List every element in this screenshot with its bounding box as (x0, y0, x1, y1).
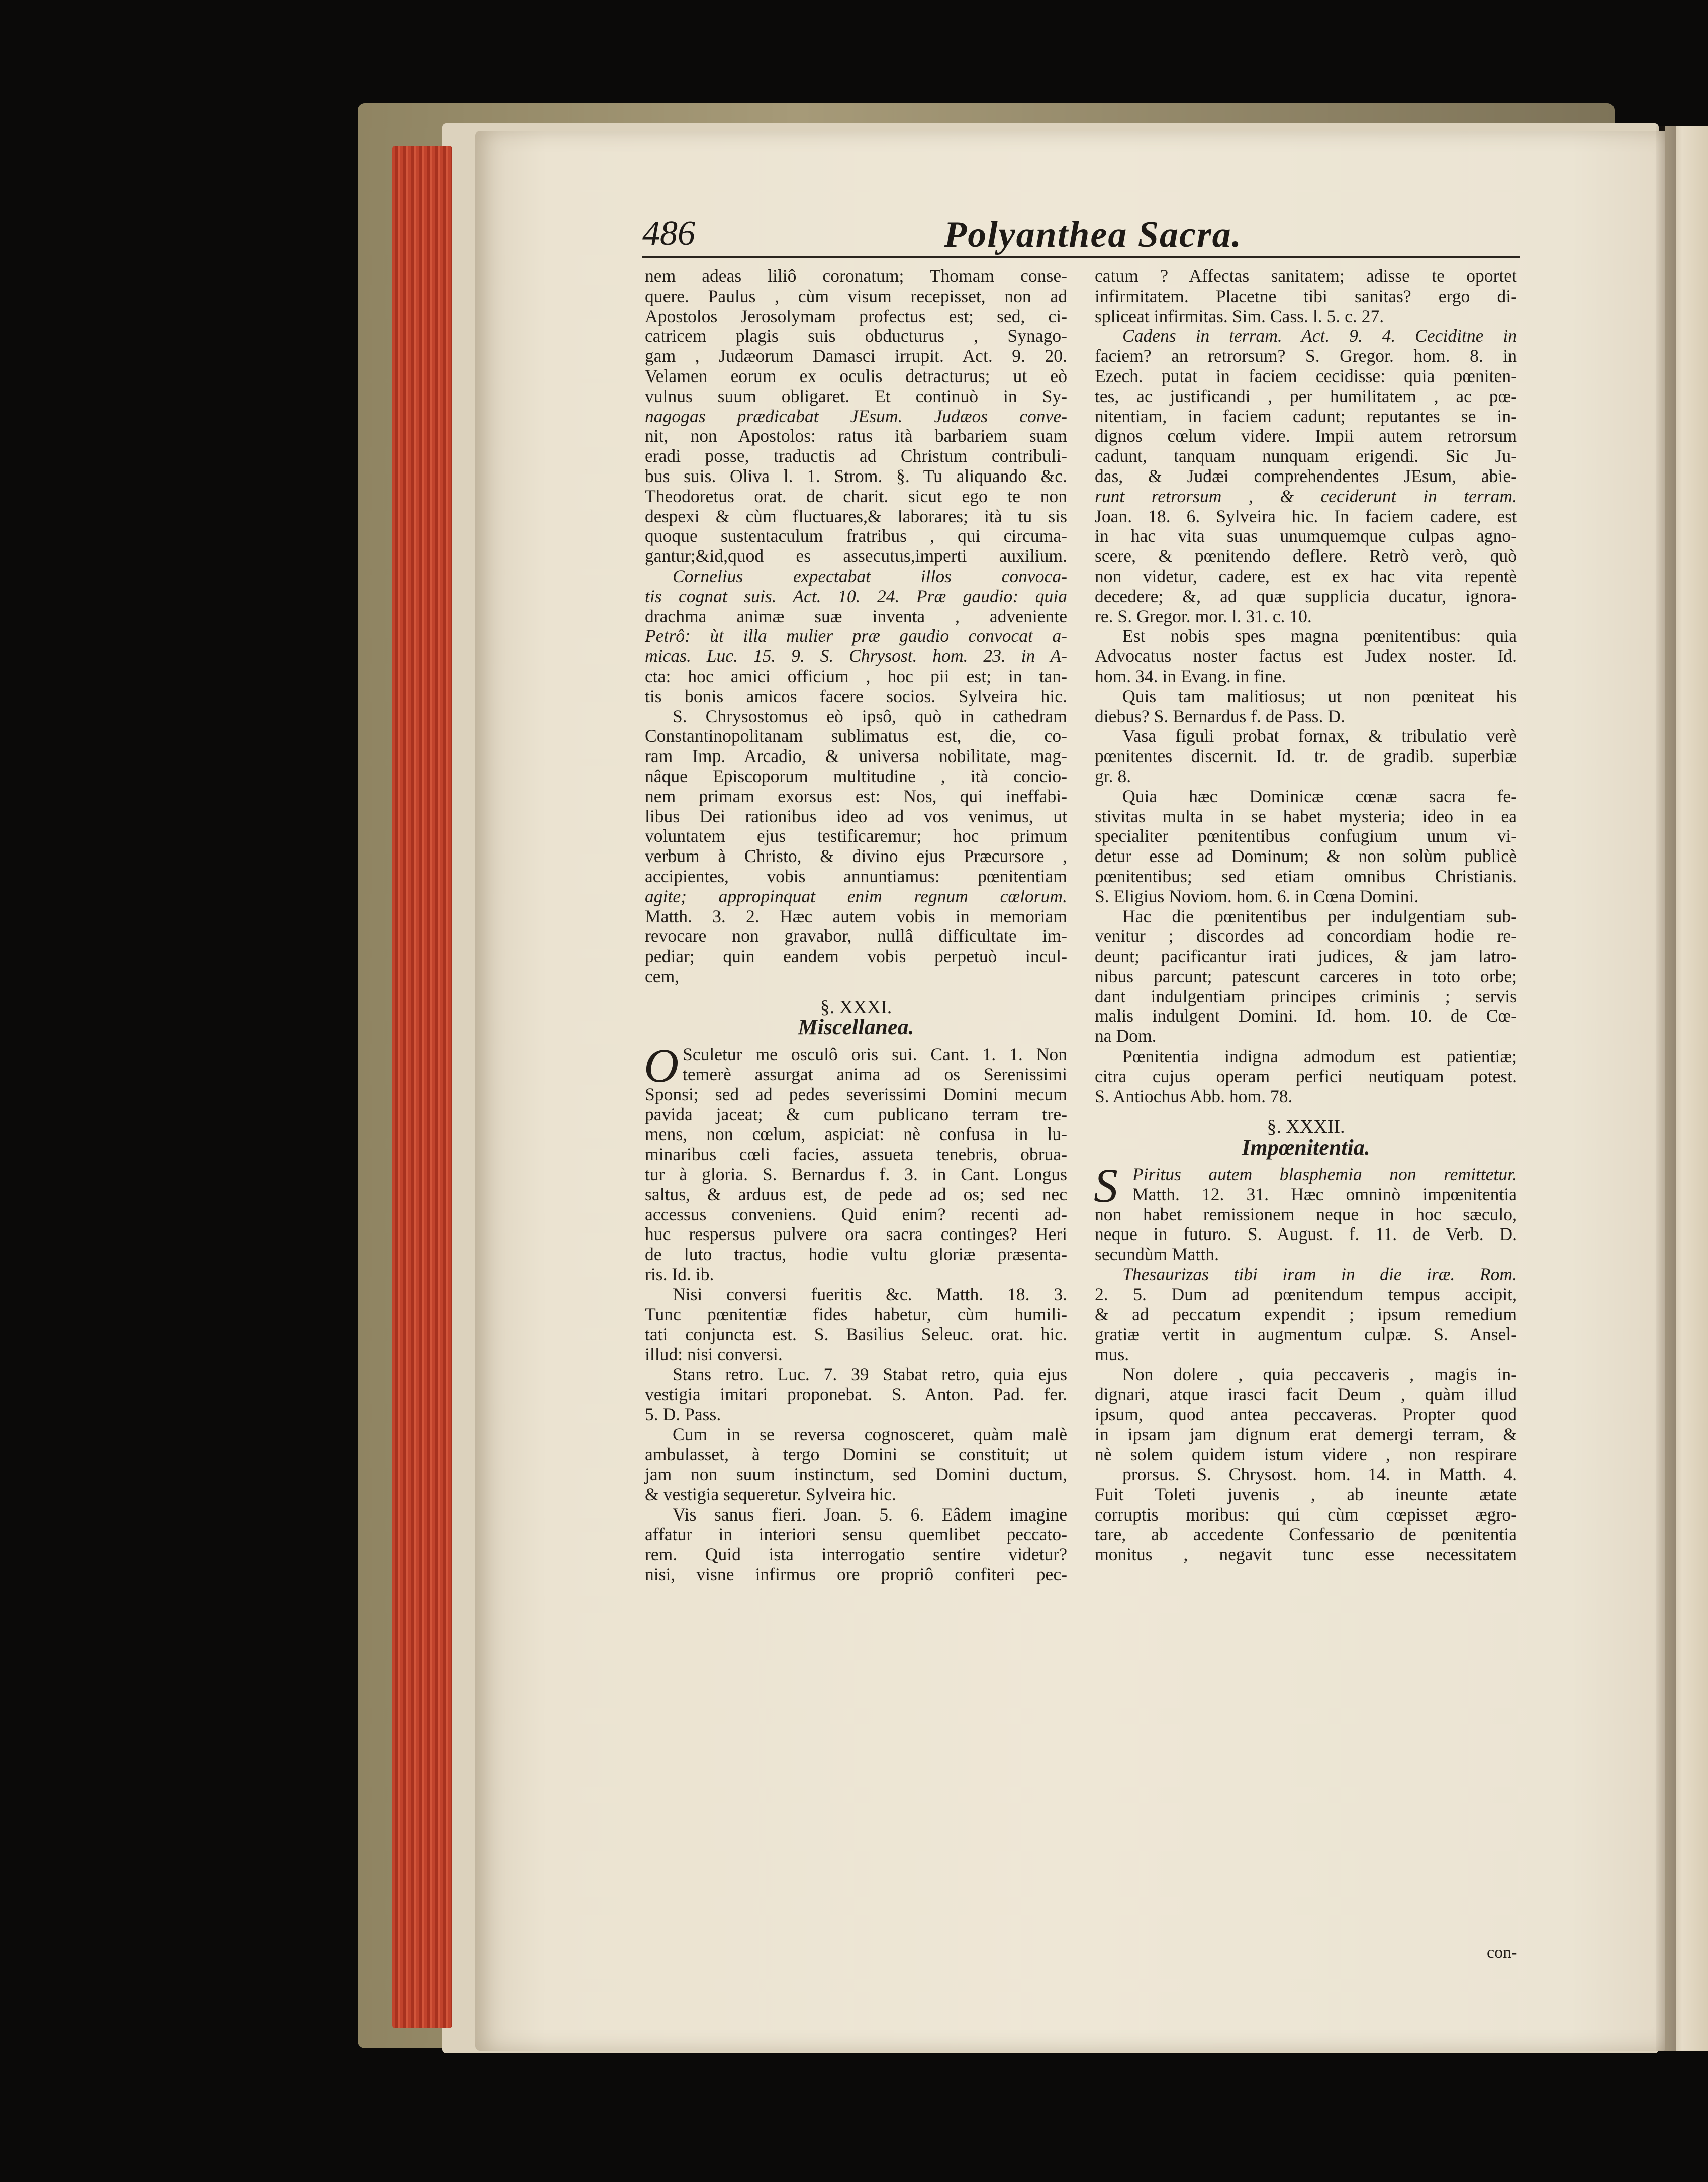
text-line: Ezech. putat in faciem cecidisse: quia pœniten- (1095, 365, 1517, 386)
text-line: hom. 34. in Evang. in fine. (1095, 666, 1286, 686)
text-line: Thesaurizas tibi iram in die iræ. Rom. (1122, 1264, 1517, 1285)
text-line: dignari, atque irasci facit Deum , quàm illud (1095, 1384, 1517, 1404)
text-line: 5. D. Pass. (645, 1404, 721, 1425)
text-line: spliceat infirmitas. Sim. Cass. l. 5. c. 27. (1095, 306, 1384, 326)
text-line: jam non suum instinctum, sed Domini ductum, (645, 1464, 1067, 1485)
text-line: & vestigia sequeretur. Sylveira hic. (645, 1484, 896, 1504)
text-line: pœnitentes discernit. Id. tr. de gradib. superbiæ (1095, 746, 1517, 767)
text-line: detur esse ad Dominum; & non solùm publicè (1095, 846, 1517, 867)
text-line: accessus conveniens. Quid enim? recenti ad- (645, 1204, 1067, 1224)
text-line-body: Sculetur me osculô oris sui. Cant. 1. 1. Non (683, 1044, 1067, 1065)
text-line: mus. (1095, 1344, 1129, 1365)
text-line: non videtur, cadere, est ex hac vita repentè (1095, 565, 1517, 586)
text-line: citra cujus operam perfici neutiquam potest. (1095, 1066, 1517, 1086)
text-line: cem, (645, 966, 680, 986)
text-line: monitus , negavit tunc esse necessitatem (1095, 1544, 1517, 1565)
text-line: nem adeas liliô coronatum; Thomam conse- (645, 266, 1067, 286)
text-line: in ipsam jam dignum erat demergi terram, & (1095, 1424, 1517, 1445)
text-line: Cum in se reversa cognosceret, quàm malè (673, 1424, 1067, 1445)
text-line: re. S. Gregor. mor. l. 31. c. 10. (1095, 606, 1312, 626)
text-line: nitentiam, in faciem cadunt; reputantes se in- (1095, 406, 1517, 426)
text-line: Advocatus noster factus est Judex noster. Id. (1095, 646, 1517, 667)
text-line: prorsus. S. Chrysost. hom. 14. in Matth. 4. (1122, 1464, 1517, 1485)
text-line: nem primam exorsus est: Nos, qui ineffabi- (645, 786, 1067, 806)
text-line: mens, non cœlum, aspiciat: nè confusa in lu- (645, 1124, 1067, 1145)
right-column (1095, 266, 1517, 1945)
text-line-body: Piritus autem blasphemia non remittetur. (1132, 1164, 1517, 1185)
text-line: Fuit Toleti juvenis , ab ineunte ætate (1095, 1484, 1517, 1504)
text-line: in hac vita suas unumquemque culpas agno- (1095, 526, 1517, 546)
text-line: agite; appropinquat enim regnum cœlorum. (645, 886, 1067, 906)
text-line: pœnitentibus; sed etiam omnibus Christianis. (1095, 866, 1517, 886)
text-line: ris. Id. ib. (645, 1264, 714, 1285)
text-line: non habet remissionem neque in hoc sæculo, (1095, 1204, 1517, 1224)
text-line: Velamen eorum ex oculis detracturus; ut eò (645, 365, 1067, 386)
text-line: gr. 8. (1095, 766, 1131, 786)
text-line: micas. Luc. 15. 9. S. Chrysost. hom. 23. in A- (645, 646, 1067, 667)
text-line: Constantinopolitanam sublimatus est, die, co- (645, 726, 1067, 746)
text-line: affatur in interiori sensu quemlibet peccato- (645, 1524, 1067, 1545)
text-line: Tunc pœnitentiæ fides habetur, cùm humili- (645, 1304, 1067, 1324)
text-line: ambulasset, à tergo Domini se constituit; ut (645, 1444, 1067, 1465)
text-line: gantur;&id,quod es assecutus,imperti auxilium. (645, 546, 1067, 566)
text-line: saltus, & arduus est, de pede ad os; sed nec (645, 1184, 1067, 1204)
text-line: nagogas prædicabat JEsum. Judæos conve- (645, 406, 1067, 426)
text-line: nibus parcunt; patescunt carceres in toto orbe; (1095, 966, 1517, 986)
text-line: illud: nisi conversi. (645, 1344, 783, 1365)
text-line: despexi & cùm fluctuares,& laborares; ità tu sis (645, 506, 1067, 526)
text-line: pediar; quin eandem vobis perpetuò incul- (645, 946, 1067, 967)
text-line: temerè assurgat anima ad os Serenissimi (683, 1064, 1067, 1085)
text-line: Non dolere , quia peccaveris , magis in- (1122, 1364, 1517, 1385)
text-line: nâque Episcoporum multitudine , ità concio- (645, 766, 1067, 786)
text-line: cadunt, tanquam nunquam erigendi. Sic Ju- (1095, 446, 1517, 466)
text-line: Hac die pœnitentibus per indulgentiam sub- (1122, 906, 1517, 926)
text-line: & ad peccatum expendit ; ipsum remedium (1095, 1304, 1517, 1324)
text-line: Vis sanus fieri. Joan. 5. 6. Eâdem imagine (673, 1504, 1067, 1525)
text-line: Est nobis spes magna pœnitentibus: quia (1122, 626, 1517, 646)
text-line: Apostolos Jerosolymam profectus est; sed, ci- (645, 306, 1067, 326)
text-line: accipientes, vobis annuntiamus: pœnitentiam (645, 866, 1067, 886)
text-line: na Dom. (1095, 1026, 1157, 1047)
page-number: 486 (642, 214, 695, 253)
text-line: Matth. 3. 2. Hæc autem vobis in memoriam (645, 906, 1067, 926)
text-line: secundùm Matth. (1095, 1244, 1219, 1265)
text-line: Stans retro. Luc. 7. 39 Stabat retro, quia ejus (673, 1364, 1067, 1385)
text-line: 2. 5. Dum ad pœnitendum tempus accipit, (1095, 1284, 1517, 1304)
text-line: neque in futuro. S. August. f. 11. de Verb. D. (1095, 1224, 1517, 1245)
text-line: nisi, visne infirmus ore propriô confiteri pec- (645, 1564, 1067, 1584)
text-line: Pœnitentia indigna admodum est patientiæ; (1122, 1046, 1517, 1067)
text-line: tati conjuncta est. S. Basilius Seleuc. orat. hic. (645, 1324, 1067, 1345)
text-line: Petrô: ùt illa mulier præ gaudio convocat a- (645, 626, 1067, 646)
running-title: Polyanthea Sacra. (944, 214, 1243, 255)
text-line: tis bonis amicos facere socios. Sylveira hic. (645, 686, 1067, 706)
text-line: malis indulgent Domini. Id. hom. 10. de Cœ- (1095, 1006, 1517, 1026)
text-line: dant indulgentiam principes criminis ; servis (1095, 986, 1517, 1006)
text-line: nè solem quidem istum videre , non respirare (1095, 1444, 1517, 1465)
text-line: gratiæ vertit in augmentum culpæ. S. Ansel- (1095, 1324, 1517, 1345)
text-line: S. Chrysostomus eò ipsô, quò in cathedram (673, 706, 1067, 726)
text-line: vulnus suum obligaret. Et continuò in Sy- (645, 386, 1067, 406)
text-line: tes, ac justificandi , per humilitatem , ac pœ- (1095, 386, 1517, 406)
text-line: vestigia imitari proponebat. S. Anton. Pad. fer. (645, 1384, 1067, 1404)
text-line: §. XXXII. (1267, 1116, 1345, 1138)
text-line: ram Imp. Arcadio, & universa nobilitate, mag- (645, 746, 1067, 767)
text-line: quere. Paulus , cùm visum recepisset, non ad (645, 286, 1067, 306)
text-line: Nisi conversi fueritis &c. Matth. 18. 3. (673, 1284, 1067, 1304)
text-line: catum ? Affectas sanitatem; adisse te oportet (1095, 266, 1517, 286)
text-line: eradi posse, traductis ad Christum contribuli- (645, 446, 1067, 466)
text-line: runt retrorsum , & ceciderunt in terram. (1095, 486, 1517, 506)
text-line: Quis tam malitiosus; ut non pœniteat his (1122, 686, 1517, 706)
text-line: minaribus cœli facies, assueta tenebris, obrua- (645, 1144, 1067, 1165)
text-line: dignos cœlum videre. Impii autem retrorsum (1095, 426, 1517, 446)
text-line: Cadens in terram. Act. 9. 4. Ceciditne in (1122, 326, 1517, 346)
text-line: quoque sustentaculum fratribus , qui circuma- (645, 526, 1067, 546)
text-line: bus suis. Oliva l. 1. Strom. §. Tu aliquando &c. (645, 465, 1067, 486)
text-line: diebus? S. Bernardus f. de Pass. D. (1095, 706, 1346, 726)
text-line: cta: hoc amici officium , hoc pii est; in tan- (645, 666, 1067, 686)
text-line: Matth. 12. 31. Hæc omninò impœnitentia (1132, 1184, 1517, 1204)
drop-cap: O (644, 1038, 679, 1093)
text-line: S. Antiochus Abb. hom. 78. (1095, 1086, 1293, 1106)
text-line: Miscellanea. (798, 1015, 914, 1040)
text-line: scere, & pœnitendo deflere. Retrò verò, quò (1095, 546, 1517, 566)
text-line: Impœnitentia. (1242, 1135, 1370, 1160)
text-line: infirmitatem. Placetne tibi sanitas? ergo di- (1095, 286, 1517, 306)
text-line: decedere; &, ad quæ supplicia ducatur, ignora- (1095, 586, 1517, 606)
text-line: S. Eligius Noviom. hom. 6. in Cœna Domini. (1095, 886, 1419, 906)
text-line: Cornelius expectabat illos convoca- (673, 565, 1067, 586)
text-line: rem. Quid ista interrogatio sentire videtur? (645, 1544, 1067, 1565)
text-line: das, & Judæi comprehendentes JEsum, abie- (1095, 465, 1517, 486)
drop-cap: S (1094, 1159, 1118, 1213)
text-line: §. XXXI. (820, 996, 892, 1018)
page-edges (392, 146, 452, 2028)
text-line: deunt; pacificantur irati judices, & jam latro- (1095, 946, 1517, 967)
text-line: specialiter pœnitentibus confugium unum vi- (1095, 826, 1517, 846)
text-line: catricem plagis suis obducturus , Synago- (645, 326, 1067, 346)
header-rule (642, 256, 1520, 258)
text-line: revocare non gravabor, nullâ difficultate im- (645, 926, 1067, 946)
text-line: Vasa figuli probat fornax, & tribulatio verè (1122, 726, 1517, 746)
text-line: de luto tractus, hodie vultu gloriæ præsenta- (645, 1244, 1067, 1265)
text-line: venitur ; discordes ad concordiam hodie re- (1095, 926, 1517, 946)
text-line: Theodoretus orat. de charit. sicut ego te non (645, 486, 1067, 506)
text-line: libus Dei rationibus ideo ad vos venimus, ut (645, 806, 1067, 826)
text-line: voluntatem ejus testificaremur; hoc primum (645, 826, 1067, 846)
text-line: Sponsi; sed ad pedes severissimi Domini mecum (645, 1084, 1067, 1104)
catchword: con- (1487, 1943, 1517, 1962)
text-line: gam , Judæorum Damasci irrupit. Act. 9. 20. (645, 346, 1067, 366)
text-line: corruptis moribus: qui cùm cœpisset ægro- (1095, 1504, 1517, 1525)
spine-shadow (1656, 126, 1676, 2051)
text-line: tare, ab accedente Confessario de pœnitentia (1095, 1524, 1517, 1545)
text-line: pavida jaceat; & cum publicano terram tre- (645, 1104, 1067, 1124)
text-line: ipsum, quod antea peccaveras. Propter quod (1095, 1404, 1517, 1425)
text-line: faciem? an retrorsum? S. Gregor. hom. 8. in (1095, 346, 1517, 366)
left-column (645, 266, 1067, 1945)
text-line: drachma animæ suæ inventa , adveniente (645, 606, 1067, 626)
text-line: Joan. 18. 6. Sylveira hic. In faciem cadere, est (1095, 506, 1517, 526)
text-line: tis cognat suis. Act. 10. 24. Præ gaudio: quia (645, 586, 1067, 606)
text-line: stivitas multa in se habet mysteria; ideo in ea (1095, 806, 1517, 826)
text-line: nit, non Apostolos: ratus ità barbariem suam (645, 426, 1067, 446)
text-line: verbum à Christo, & divino ejus Præcursore , (645, 846, 1067, 867)
text-line: tur à gloria. S. Bernardus f. 3. in Cant. Longus (645, 1164, 1067, 1185)
text-line: huc respersus pulvere ora sacra continges? Heri (645, 1224, 1067, 1245)
text-line: Quia hæc Dominicæ cœnæ sacra fe- (1122, 786, 1517, 806)
